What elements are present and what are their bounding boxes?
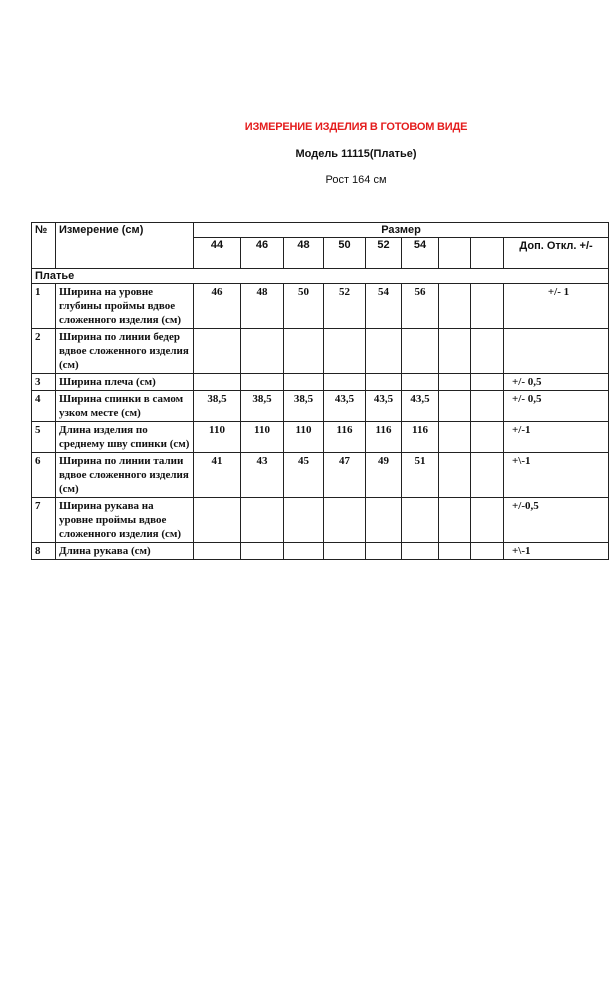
row-value xyxy=(194,329,241,374)
row-value: 43 xyxy=(241,453,284,498)
row-value xyxy=(471,284,504,329)
row-value: 52 xyxy=(324,284,366,329)
row-value xyxy=(324,329,366,374)
row-number: 1 xyxy=(32,284,56,329)
row-value: 56 xyxy=(402,284,439,329)
row-value: 45 xyxy=(284,453,324,498)
measurement-table xyxy=(31,222,609,560)
row-value xyxy=(439,284,471,329)
row-number: 7 xyxy=(32,498,56,543)
row-value xyxy=(366,329,402,374)
row-value: 43,5 xyxy=(402,391,439,422)
row-value xyxy=(284,543,324,560)
row-value xyxy=(471,422,504,453)
row-tolerance: +/-1 xyxy=(504,422,609,453)
row-value xyxy=(194,498,241,543)
row-value xyxy=(439,422,471,453)
row-number: 8 xyxy=(32,543,56,560)
row-value xyxy=(241,329,284,374)
row-value xyxy=(402,543,439,560)
row-number: 6 xyxy=(32,453,56,498)
row-value xyxy=(439,543,471,560)
table-row xyxy=(32,391,609,422)
header-size: Размер xyxy=(194,223,609,238)
row-value xyxy=(366,543,402,560)
table-row xyxy=(32,329,609,374)
row-value: 47 xyxy=(324,453,366,498)
row-value xyxy=(439,498,471,543)
row-value: 46 xyxy=(194,284,241,329)
row-value: 116 xyxy=(366,422,402,453)
row-value xyxy=(284,374,324,391)
size-header-cell: 46 xyxy=(241,238,284,269)
table-row xyxy=(32,374,609,391)
row-value xyxy=(324,374,366,391)
row-value xyxy=(402,498,439,543)
header-tolerance: Доп. Откл. +/- xyxy=(504,238,609,269)
row-value xyxy=(439,329,471,374)
row-value xyxy=(366,498,402,543)
row-value: 50 xyxy=(284,284,324,329)
row-value xyxy=(324,498,366,543)
row-value: 38,5 xyxy=(284,391,324,422)
row-value: 43,5 xyxy=(366,391,402,422)
header-number: № xyxy=(32,223,56,269)
row-value xyxy=(241,498,284,543)
header-measurement: Измерение (см) xyxy=(56,223,194,269)
table-row xyxy=(32,453,609,498)
row-number: 3 xyxy=(32,374,56,391)
row-measurement-name: Ширина плеча (см) xyxy=(56,374,194,391)
row-number: 4 xyxy=(32,391,56,422)
row-value xyxy=(241,543,284,560)
row-value: 38,5 xyxy=(241,391,284,422)
row-measurement-name: Ширина на уровне глубины проймы вдвое сложенного изделия (см) xyxy=(56,284,194,329)
row-value xyxy=(241,374,284,391)
size-header-cell xyxy=(439,238,471,269)
row-value: 41 xyxy=(194,453,241,498)
row-measurement-name: Длина изделия по среднему шву спинки (см) xyxy=(56,422,194,453)
row-value: 116 xyxy=(402,422,439,453)
height-label: Рост 164 см xyxy=(325,174,387,186)
row-tolerance xyxy=(504,329,609,374)
row-value: 110 xyxy=(194,422,241,453)
row-number: 5 xyxy=(32,422,56,453)
row-value: 51 xyxy=(402,453,439,498)
table-row xyxy=(32,498,609,543)
size-header-cell: 52 xyxy=(366,238,402,269)
row-value xyxy=(471,329,504,374)
size-header-cell: 44 xyxy=(194,238,241,269)
size-header-cell: 50 xyxy=(324,238,366,269)
row-tolerance: +/- 0,5 xyxy=(504,374,609,391)
row-measurement-name: Ширина спинки в самом узком месте (см) xyxy=(56,391,194,422)
row-value: 43,5 xyxy=(324,391,366,422)
section-row xyxy=(32,269,609,284)
row-value: 110 xyxy=(284,422,324,453)
row-value xyxy=(324,543,366,560)
size-header-cell xyxy=(471,238,504,269)
row-value xyxy=(402,329,439,374)
row-value xyxy=(194,374,241,391)
header-row xyxy=(32,223,609,238)
table-row xyxy=(32,284,609,329)
row-value xyxy=(471,391,504,422)
row-measurement-name: Ширина по линии бедер вдвое сложенного изделия (см) xyxy=(56,329,194,374)
row-value xyxy=(471,543,504,560)
row-value xyxy=(439,391,471,422)
row-value: 48 xyxy=(241,284,284,329)
row-measurement-name: Длина рукава (см) xyxy=(56,543,194,560)
row-value: 49 xyxy=(366,453,402,498)
row-value: 110 xyxy=(241,422,284,453)
row-value: 38,5 xyxy=(194,391,241,422)
row-value xyxy=(284,329,324,374)
row-value: 54 xyxy=(366,284,402,329)
row-value xyxy=(366,374,402,391)
size-header-cell: 54 xyxy=(402,238,439,269)
table-row xyxy=(32,543,609,560)
row-number: 2 xyxy=(32,329,56,374)
row-value xyxy=(194,543,241,560)
model-name: Модель 11115(Платье) xyxy=(295,148,417,160)
row-tolerance: +/-0,5 xyxy=(504,498,609,543)
section-label: Платье xyxy=(32,269,609,284)
row-measurement-name: Ширина рукава на уровне проймы вдвое сложенного изделия (см) xyxy=(56,498,194,543)
row-value xyxy=(439,374,471,391)
row-value xyxy=(471,498,504,543)
row-value xyxy=(284,498,324,543)
row-tolerance: +/- 1 xyxy=(504,284,609,329)
row-value xyxy=(471,453,504,498)
row-measurement-name: Ширина по линии талии вдвое сложенного изделия (см) xyxy=(56,453,194,498)
document-title: ИЗМЕРЕНИЕ ИЗДЕЛИЯ В ГОТОВОМ ВИДЕ xyxy=(244,121,468,133)
row-value xyxy=(471,374,504,391)
row-value xyxy=(439,453,471,498)
row-value: 116 xyxy=(324,422,366,453)
size-header-cell: 48 xyxy=(284,238,324,269)
row-tolerance: +\-1 xyxy=(504,453,609,498)
row-tolerance: +/- 0,5 xyxy=(504,391,609,422)
row-tolerance: +\-1 xyxy=(504,543,609,560)
table-row xyxy=(32,422,609,453)
row-value xyxy=(402,374,439,391)
